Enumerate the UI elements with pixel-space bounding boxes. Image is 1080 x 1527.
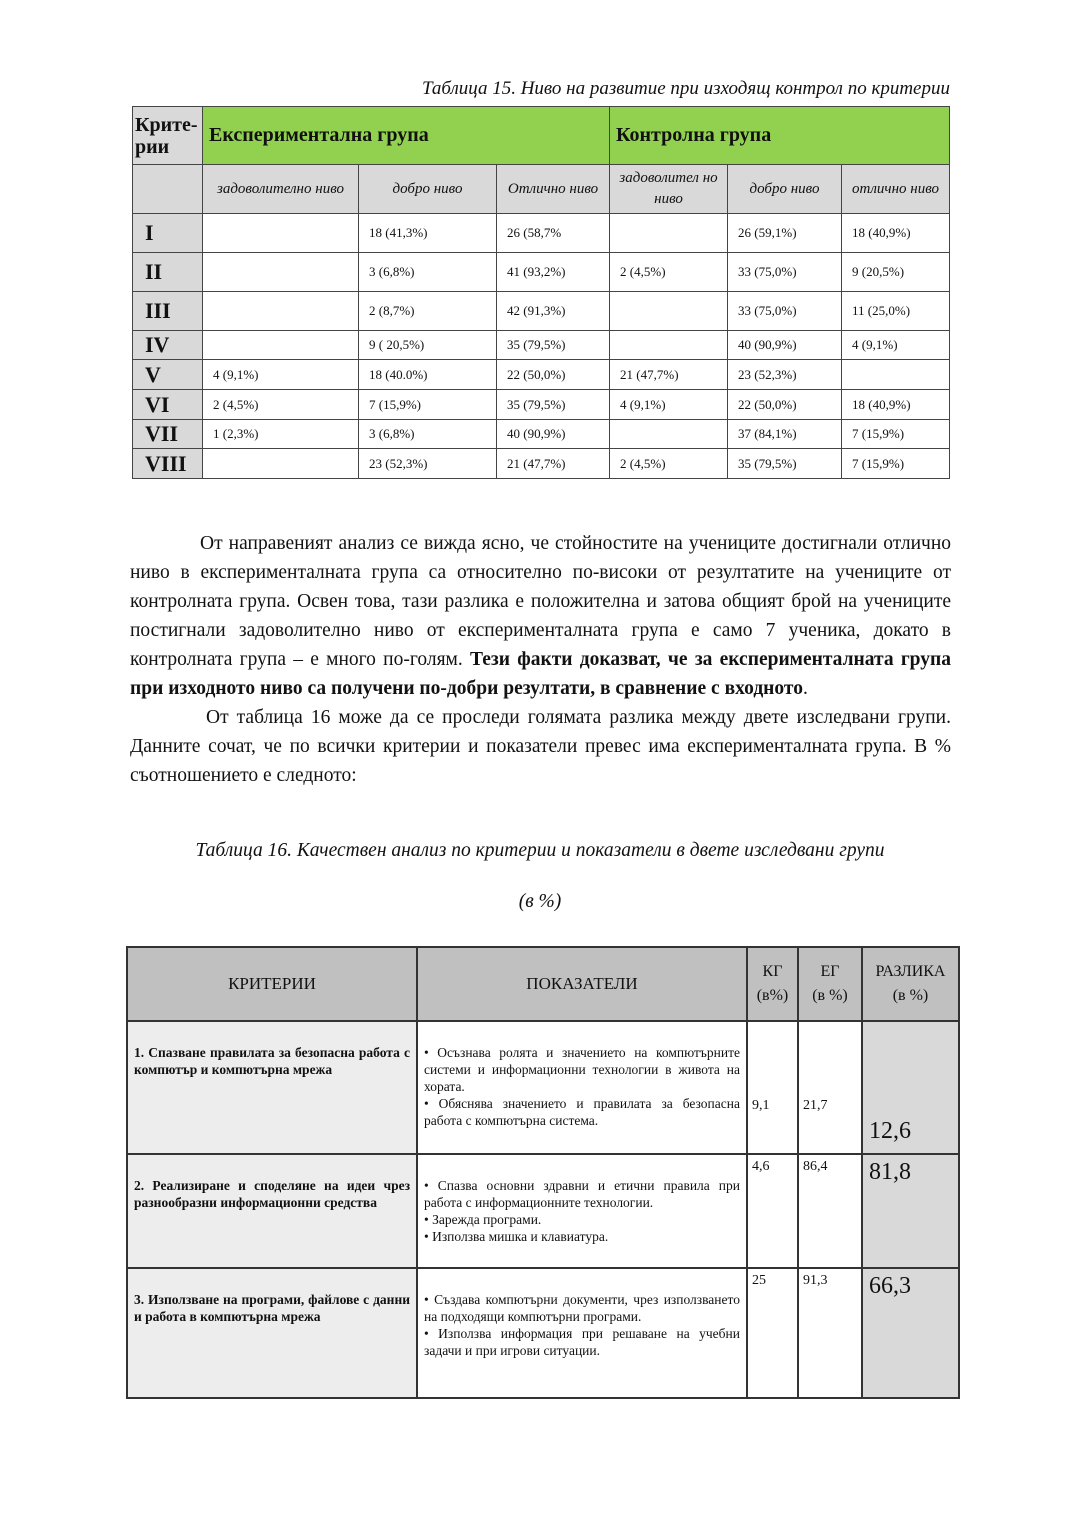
criteria-header: [133, 107, 203, 165]
kg-value: 25: [747, 1268, 798, 1398]
table-row: [133, 360, 950, 390]
subheader-ctrl-good: добро ниво: [728, 165, 842, 214]
row-label: III: [133, 292, 203, 331]
paragraph-1-bold: Тези факти доказват, че за експерименталната група при изходното ниво са получени по-добри резултати, в сравнение с входното: [130, 649, 952, 699]
table-cell: 18 (40,9%): [842, 214, 950, 253]
paragraph-1-end: .: [802, 678, 808, 699]
table-cell: 22 (50,0%): [728, 390, 842, 420]
header-eg-unit: (в %): [812, 987, 848, 1004]
table-cell: 40 (90,9%): [728, 331, 842, 360]
table-cell: [203, 253, 359, 292]
table-row: [133, 420, 950, 449]
table16: [126, 946, 960, 1399]
header-diff-unit: (в %): [892, 987, 929, 1004]
table-cell: 2 (4,5%): [203, 390, 359, 420]
table-cell: [610, 214, 728, 253]
kg-value: 9,1: [747, 1021, 798, 1154]
table-cell: 7 (15,9%): [842, 420, 950, 449]
table-cell: [203, 449, 359, 479]
paragraph-2: От таблица 16 може да се проследи голямата разлика между двете изследвани групи. Данните сочат, че по всички критерии и показатели превес има експерименталната група. В % съотношението е следното:: [130, 707, 951, 786]
indicators-cell: [417, 1021, 747, 1154]
header-diff: [862, 947, 959, 1021]
table-cell: 2 (8,7%): [359, 292, 497, 331]
kg-value: 4,6: [747, 1154, 798, 1268]
table-cell: 33 (75,0%): [728, 253, 842, 292]
table-cell: 1 (2,3%): [203, 420, 359, 449]
table16-caption: Таблица 16. Качествен анализ по критерии и показатели в двете изследвани групи: [195, 840, 885, 861]
table-cell: [842, 360, 950, 390]
table-row: [127, 1268, 959, 1398]
table-cell: 9 ( 20,5%): [359, 331, 497, 360]
table-cell: [203, 292, 359, 331]
header-criteria: КРИТЕРИИ: [127, 947, 417, 1021]
indicator-item: • Използва мишка и клавиатура.: [424, 1229, 609, 1244]
table-cell: 33 (75,0%): [728, 292, 842, 331]
diff-value: 66,3: [862, 1268, 959, 1398]
table-cell: 21 (47,7%): [610, 360, 728, 390]
eg-value: 91,3: [798, 1268, 862, 1398]
table-row: [133, 331, 950, 360]
table-row: [133, 449, 950, 479]
table-cell: 9 (20,5%): [842, 253, 950, 292]
experimental-group-header: Експериментална група: [203, 107, 610, 165]
table-cell: 11 (25,0%): [842, 292, 950, 331]
paragraph-1-text: От направеният анализ се вижда ясно, че стойностите на учениците достигнали отлично ниво в експерименталната група са относително по-високи от резултатите на учениците от контролната група. Освен това, тази разлика е положителна и затова общият брой на учениците постигнали задоволително ниво от експерименталната група е само 7 ученика, докато в контролната група – е много по-голям.: [130, 533, 951, 670]
control-group-header: Контролна група: [610, 107, 950, 165]
header-diff-label: РАЗЛИКА: [875, 963, 946, 980]
table-cell: 3 (6,8%): [359, 420, 497, 449]
table-cell: 23 (52,3%): [359, 449, 497, 479]
indicator-item: • Обяснява значението и правилата за безопасна работа с компютърна система.: [424, 1096, 740, 1128]
row-label: I: [133, 214, 203, 253]
table-cell: [203, 331, 359, 360]
indicators-cell: [417, 1268, 747, 1398]
table-cell: 26 (59,1%): [728, 214, 842, 253]
table-cell: 18 (40,9%): [842, 390, 950, 420]
table-cell: 7 (15,9%): [359, 390, 497, 420]
eg-value: 21,7: [798, 1021, 862, 1154]
table-cell: 4 (9,1%): [842, 331, 950, 360]
table-cell: 35 (79,5%): [497, 390, 610, 420]
table-cell: 21 (47,7%): [497, 449, 610, 479]
indicator-item: • Осъзнава ролята и значението на компютърните системи и информационни технологии в живота на хората.: [424, 1045, 740, 1094]
table-row: [127, 1021, 959, 1154]
subheader-exp-satisfactory: задоволително ниво: [203, 165, 359, 214]
criterion-cell: 1. Спазване правилата за безопасна работа с компютър и компютърна мрежа: [127, 1021, 417, 1154]
table-cell: 18 (40.0%): [359, 360, 497, 390]
row-label: VII: [133, 420, 203, 449]
table-row: [127, 1154, 959, 1268]
table-cell: [610, 331, 728, 360]
table-cell: 4 (9,1%): [203, 360, 359, 390]
table-cell: 35 (79,5%): [728, 449, 842, 479]
table-cell: 26 (58,7%: [497, 214, 610, 253]
table-row: [133, 292, 950, 331]
table-cell: 22 (50,0%): [497, 360, 610, 390]
indicator-item: • Използва информация при решаване на учебни задачи и при игрови ситуации.: [424, 1326, 740, 1358]
table-row: [133, 390, 950, 420]
header-kg-label: КГ: [762, 963, 783, 980]
table-cell: [203, 214, 359, 253]
table-cell: 2 (4,5%): [610, 449, 728, 479]
header-eg: [798, 947, 862, 1021]
criterion-cell: 3. Използване на програми, файлове с данни и работа в компютърна мрежа: [127, 1268, 417, 1398]
subheader-exp-excellent: Отлично ниво: [497, 165, 610, 214]
indicator-item: • Спазва основни здравни и етични правила при работа с информационните технологии.: [424, 1178, 740, 1210]
diff-value: 81,8: [862, 1154, 959, 1268]
table-cell: [610, 420, 728, 449]
header-kg-unit: (в%): [756, 987, 789, 1004]
table-cell: 41 (93,2%): [497, 253, 610, 292]
table-row: [133, 253, 950, 292]
table16-caption-unit: (в %): [518, 891, 562, 912]
table15-caption: Таблица 15. Ниво на развитие при изходящ контрол по критерии: [421, 78, 950, 99]
table-cell: 40 (90,9%): [497, 420, 610, 449]
diff-value: 12,6: [862, 1021, 959, 1154]
indicator-item: • Създава компютърни документи, чрез използването на подходящи компютърни програми.: [424, 1292, 740, 1324]
criteria-header-text: Крите- рии: [135, 113, 198, 158]
table-cell: 7 (15,9%): [842, 449, 950, 479]
table-cell: 18 (41,3%): [359, 214, 497, 253]
subheader-ctrl-excellent: отлично ниво: [842, 165, 950, 214]
table-cell: 4 (9,1%): [610, 390, 728, 420]
row-label: IV: [133, 331, 203, 360]
table-cell: 42 (91,3%): [497, 292, 610, 331]
table-cell: 2 (4,5%): [610, 253, 728, 292]
table-cell: [610, 292, 728, 331]
eg-value: 86,4: [798, 1154, 862, 1268]
row-label: V: [133, 360, 203, 390]
row-label: II: [133, 253, 203, 292]
header-kg: [747, 947, 798, 1021]
analysis-text: [130, 529, 951, 790]
table-cell: 37 (84,1%): [728, 420, 842, 449]
paragraph-1: [130, 529, 951, 703]
table15: [132, 106, 950, 479]
indicators-cell: [417, 1154, 747, 1268]
row-label: VI: [133, 390, 203, 420]
criterion-cell: 2. Реализиране и споделяне на идеи чрез разнообразни информационни средства: [127, 1154, 417, 1268]
subheader-exp-good: добро ниво: [359, 165, 497, 214]
table-cell: 23 (52,3%): [728, 360, 842, 390]
subheader-ctrl-satisfactory: задоволител но ниво: [610, 165, 728, 214]
table-row: [133, 214, 950, 253]
header-indicators: ПОКАЗАТЕЛИ: [417, 947, 747, 1021]
row-label: VIII: [133, 449, 203, 479]
subheader-empty: [133, 165, 203, 214]
indicator-item: • Зарежда програми.: [424, 1212, 542, 1227]
table-cell: 35 (79,5%): [497, 331, 610, 360]
table-cell: 3 (6,8%): [359, 253, 497, 292]
header-eg-label: ЕГ: [820, 963, 840, 980]
